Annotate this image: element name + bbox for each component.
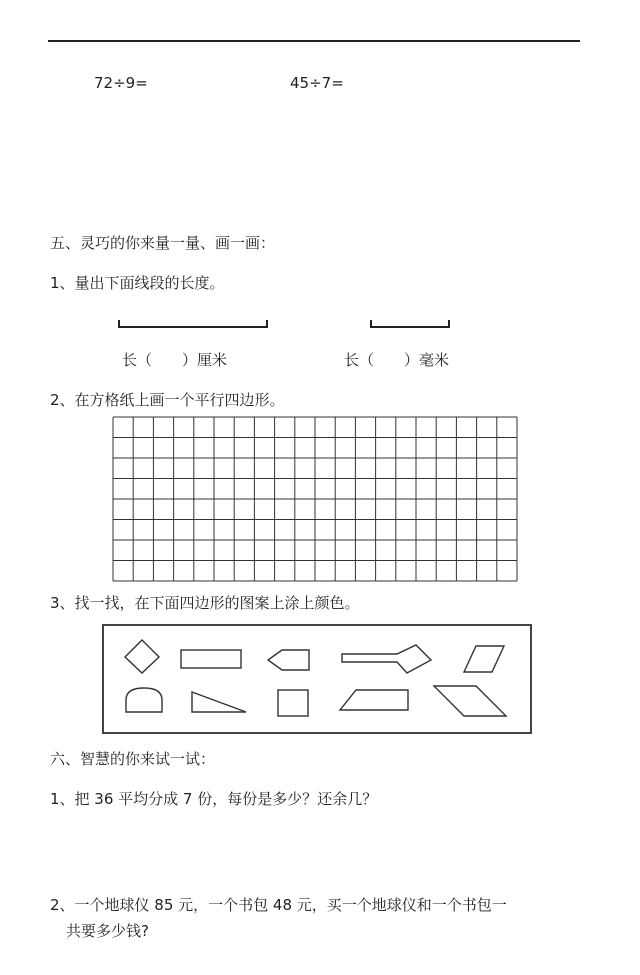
top-rule [48, 40, 580, 42]
diamond-shape [125, 640, 159, 673]
s5-q1-prompt: 1、量出下面线段的长度。 [50, 274, 225, 292]
trapezoid-shape [340, 690, 408, 710]
square-shape [278, 690, 308, 716]
parallelogram-shape-2 [434, 686, 506, 716]
section6-heading: 六、智慧的你来试一试： [50, 750, 216, 768]
division-q2: 45÷7= [290, 74, 344, 92]
s5-q1-answer2: 长（ ）毫米 [344, 351, 450, 369]
section5-heading: 五、灵巧的你来量一量、画一画： [50, 234, 276, 252]
arrow-kite-shape [342, 645, 431, 673]
line-segment-2 [370, 320, 450, 328]
triangle-shape [192, 692, 246, 712]
rectangle-shape [181, 650, 241, 668]
s6-q1: 1、把 36 平均分成 7 份，每份是多少？还余几？ [50, 790, 378, 808]
line-segment-1 [118, 320, 268, 328]
s6-q2-line1: 2、一个地球仪 85 元，一个书包 48 元，买一个地球仪和一个书包一 [50, 896, 507, 914]
grid-paper [112, 416, 518, 582]
s5-q1-answer1: 长（ ）厘米 [122, 351, 228, 369]
s5-q3-prompt: 3、找一找，在下面四边形的图案上涂上颜色。 [50, 594, 360, 612]
parallelogram-shape-1 [464, 646, 504, 672]
shape-panel [102, 624, 532, 734]
s5-q2-prompt: 2、在方格纸上画一个平行四边形。 [50, 391, 285, 409]
division-q1: 72÷9= [94, 74, 148, 92]
arch-shape [126, 688, 162, 712]
pentagon-arrow-shape [268, 650, 309, 670]
s6-q2-line2: 共要多少钱? [66, 922, 149, 940]
